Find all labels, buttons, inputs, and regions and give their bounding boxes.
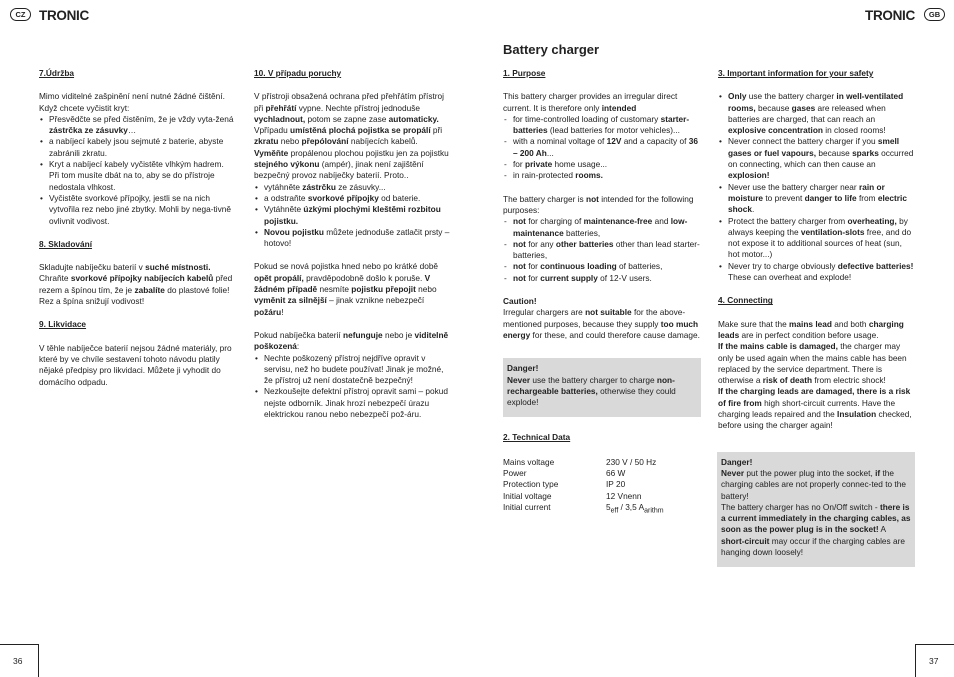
gb-column-2 <box>718 68 915 567</box>
list-item: • Nechte poškozený přístroj nejdříve opravit v servisu, než ho budete používat! Jinak je možné, že přístroj už není dostatečně bezpečný! <box>254 353 451 387</box>
list-item: • Vytáhněte úzkými plochými kleštěmi rozbitou pojistku. <box>254 204 451 227</box>
section-heading-porucha: 10. V případu poruchy <box>254 68 342 78</box>
section-heading-skladovani: 8. Skladování <box>39 238 93 249</box>
udrzba-list <box>39 114 235 227</box>
not-intended-list <box>503 216 701 284</box>
list-item: • Never connect the battery charger if you smell gases or fuel vapours, because sparks occurred on connecting, which can then cause an explosion! <box>718 136 915 181</box>
brand-logo-right: TRONIC <box>865 8 915 23</box>
list-item: • Nezkoušejte defektní přístroj opravit sami – pokud nejste odborník. Jinak hrozí nebezpečí úrazu elektrickou ranou nebo nebezpečí pož-áru. <box>254 386 451 420</box>
page-number-right: 37 <box>915 644 954 677</box>
purpose-intro: This battery charger provides an irregular direct current. It is therefore only intended <box>503 91 678 113</box>
danger-text: Never put the power plug into the socket, if the charging cables are not properly connec-ted to the battery! <box>721 467 906 501</box>
tech-data-table <box>503 457 664 517</box>
porucha-p4: Pokud nabíječka baterií nefunguje nebo je viditelně poškozená: <box>254 329 449 352</box>
section-heading-connecting: 4. Connecting <box>718 295 773 306</box>
list-item: • Přesvědčte se před čistěním, že je vždy vyta-žená zástrčka ze zásuvky… <box>39 114 235 137</box>
list-item: • Never try to charge obviously defective batteries! These can overheat and explode! <box>718 261 915 284</box>
danger-box-2 <box>717 452 915 568</box>
list-item: - not for charging of maintenance-free and low-maintenance batteries, <box>503 216 701 239</box>
danger-text-2: The battery charger has no On/Off switch - there is a current immediately in the charging cables, as soon as the power plug is in the socket! A short-circuit may occur if the charging cables are hanging down loosely! <box>721 501 911 557</box>
porucha-p3: Pokud se nová pojistka hned nebo po krátké době opět propálí, pravděpodobně došlo k poruše. V žádném případě nesmíte pojistku přepojit nebo vyměnit za silnější – jinak vznikne nebezpečí požáru! <box>254 261 439 317</box>
udrzba-intro: Mimo viditelné zašpinění není nutné žádné čištění. Když chcete vyčistit kryt: <box>39 91 225 113</box>
list-item: • Novou pojistku můžete jednoduše zatlačit prsty – hotovo! <box>254 227 451 250</box>
page-number-left: 36 <box>0 644 39 677</box>
table-row: Initial current $5_{eff} / 3,5$ $A_{arithm}$ <box>503 501 664 515</box>
list-item: • Never use the battery charger near rain or moisture to prevent danger to life from electric shock. <box>718 182 915 216</box>
list-item: - for time-controlled loading of customary starter-batteries (lead batteries for motor vehicles)... <box>503 114 701 137</box>
connecting-p3: If the charging leads are damaged, there is a risk of fire from high short-circuit currents. Have the charging leads repaired and the Insulation checked, before using the charger again! <box>718 386 912 431</box>
not-intended-intro: The battery charger is not intended for the following purposes: <box>503 193 694 215</box>
list-item: • Vyčistěte svorkové přípojky, jestli se na nich vytvořila rez nebo jiné zbytky. Mohli by nega-tivně ovlivnit vodivost. <box>39 193 235 227</box>
page-title: Battery charger <box>503 42 600 57</box>
safety-list <box>718 91 915 283</box>
list-item: - for private home usage... <box>503 159 701 170</box>
table-row: Power 66 W <box>503 468 626 479</box>
list-item: • a nabíjecí kabely jsou sejmuté z baterie, abyste zabránili zkratu. <box>39 136 235 159</box>
danger-heading: Danger! <box>721 456 753 467</box>
porucha-p1: V přístroji obsažená ochrana před přehřátím přístroj při přehřátí vypne. Nechte přístroj jednoduše vychladnout, potom se zapne zase automaticky. Vpřípadu umístěná plochá pojistka se propálí při zkratu nebo přepólování nabíjecích kabelů. <box>254 91 444 147</box>
list-item: - in rain-protected rooms. <box>503 170 701 181</box>
danger-text: Never use the battery charger to charge non-rechargeable batteries, otherwise they could explode! <box>507 374 676 408</box>
list-item: • Protect the battery charger from overheating, by always keeping the ventilation-slots free, and do not expose it to additional sources of heat (sun, hot motor...) <box>718 216 915 261</box>
list-item: • vytáhněte zástrčku ze zásuvky... <box>254 182 451 193</box>
purpose-list <box>503 114 701 182</box>
list-item: - not for any other batteries other than lead starter-batteries, <box>503 239 701 262</box>
section-heading-purpose: 1. Purpose <box>503 68 546 78</box>
porucha-p2: Vyměňte propálenou plochou pojistku jen za pojistku stejného výkonu (ampér), jinak není zajištění bezpečný provoz nabíječky baterií. Proto.. <box>254 147 449 181</box>
list-item: • Kryt a nabíjecí kabely vyčistěte vlhkým hadrem. Při tom musíte dbát na to, aby se do přístroje nedostala vlhkost. <box>39 159 235 193</box>
section-heading-safety: 3. Important information for your safety <box>718 68 874 78</box>
danger-box-1 <box>503 358 701 417</box>
list-item: - not for continuous loading of batteries, <box>503 261 701 272</box>
brand-logo-left: TRONIC <box>39 8 89 23</box>
list-item: • Only use the battery charger in well-ventilated rooms, because gases are released when batteries are charged, that can reach an explosive concentration in closed rooms! <box>718 91 915 136</box>
table-row: Mains voltage 230 V / 50 Hz <box>503 456 657 467</box>
gb-column-1 <box>503 68 701 517</box>
caution-text: Irregular chargers are not suitable for the above-mentioned purposes, because they supply too much energy for these, and could therefore cause damage. <box>503 307 700 340</box>
language-badge-cz: CZ <box>10 8 31 21</box>
section-heading-tech: 2. Technical Data <box>503 432 571 443</box>
porucha-list <box>254 182 451 250</box>
list-item: - not for current supply of 12-V users. <box>503 273 701 284</box>
danger-heading: Danger! <box>507 363 539 374</box>
list-item: - with a nominal voltage of 12V and a capacity of 36 – 200 Ah... <box>503 136 701 159</box>
likvidace-text: V těhle nabíječce baterií nejsou žádné materiály, pro které by ve chvíle sestavení tohoto návodu platily nějaké předpisy pro likvidaci. Můžete ji vyhodit do domácího odpadu. <box>39 342 232 387</box>
porucha-list-2 <box>254 353 451 421</box>
connecting-p2: If the mains cable is damaged, the charger may only be used again when the mains cable has been replaced by the service department. There is otherwise a risk of death from electric shock! <box>718 341 907 386</box>
table-row: Initial voltage 12 Vnenn <box>503 490 642 501</box>
cz-column-2 <box>254 68 451 420</box>
cz-column-1 <box>39 68 235 400</box>
list-item: • a odstraňte svorkové přípojky od baterie. <box>254 193 451 204</box>
skladovani-text: Skladujte nabíječku baterií v suché místnosti. Chraňte svorkové přípojky nabíjecích kabelů před rezem a špínou tím, že je zabalíte do plastové folie! Rez a špína snižují vodivost! <box>39 262 233 307</box>
section-heading-udrzba: 7.Údržba <box>39 68 75 78</box>
caution-heading: Caution! <box>503 296 537 307</box>
table-row: Protection type IP 20 <box>503 479 626 490</box>
language-badge-gb: GB <box>924 8 945 21</box>
connecting-p1: Make sure that the mains lead and both charging leads are in perfect condition before usage. <box>718 318 904 340</box>
section-heading-likvidace: 9. Likvidace <box>39 319 87 330</box>
